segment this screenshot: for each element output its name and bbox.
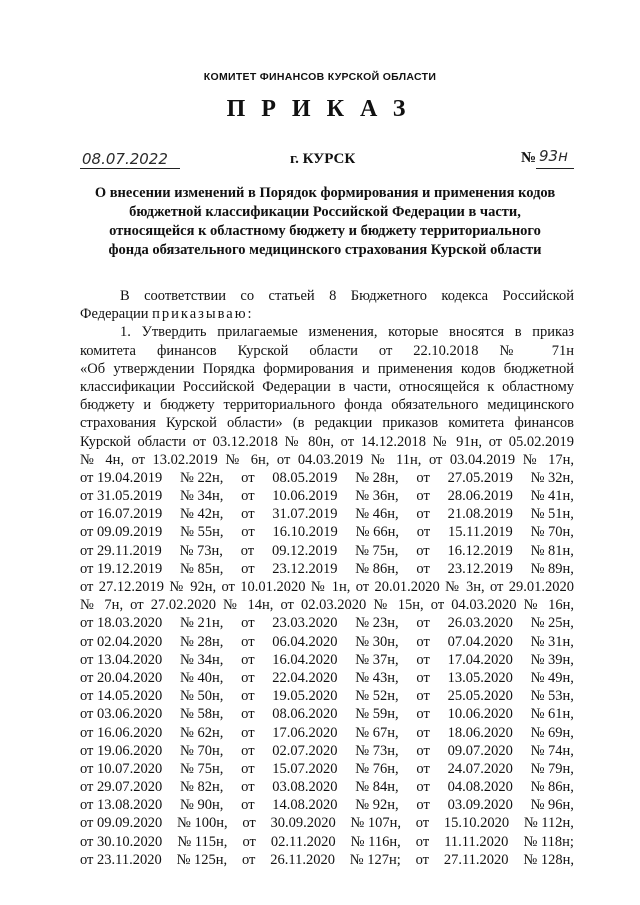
order-reference-row [80, 633, 574, 651]
order-reference-cell: № 90н, [180, 797, 224, 814]
order-reference-cell: от [241, 669, 255, 686]
order-reference-row [80, 833, 574, 851]
order-reference-cell: № 28н, [355, 469, 399, 486]
order-reference-cell: 17.06.2020 [272, 724, 338, 741]
order-reference-cell: № 31н, [530, 633, 574, 650]
order-reference-cell: от [241, 633, 255, 650]
order-reference-cell: 03.08.2020 [272, 779, 338, 796]
order-reference-cell: № 81н, [530, 542, 574, 559]
order-reference-cell: от [416, 669, 430, 686]
order-reference-cell: 15.10.2020 [443, 815, 510, 832]
order-reference-cell: № 70н, [180, 742, 224, 759]
order-reference-cell: № 55н, [180, 524, 224, 541]
order-reference-cell: от 23.11.2020 [80, 851, 162, 868]
body-text: Федерации [80, 306, 149, 323]
order-reference-cell: от [242, 815, 256, 832]
order-reference-cell: 25.05.2020 [447, 688, 513, 705]
order-reference-cell: 23.03.2020 [272, 615, 338, 632]
order-reference-row [80, 724, 574, 742]
order-reference-cell: от [241, 760, 255, 777]
order-reference-cell: от [242, 833, 256, 850]
subject-line: фонда обязательного медицинского страхования Курской области [108, 242, 542, 258]
order-reference-cell: № 34н, [180, 488, 224, 505]
order-reference-cell: от [416, 506, 430, 523]
order-reference-cell: от [416, 779, 430, 796]
order-reference-cell: № 70н, [530, 524, 574, 541]
order-reference-cell: от 29.07.2020 [80, 779, 163, 796]
order-reference-cell: от [241, 615, 255, 632]
body-line: бюджету и бюджету территориального фонда обязательного медицинского [80, 397, 574, 414]
document-title: ПРИКАЗ [226, 96, 422, 122]
order-reference-cell: от 18.03.2020 [80, 615, 163, 632]
order-reference-cell: № 75н, [180, 760, 224, 777]
order-reference-cell: 02.07.2020 [272, 742, 338, 759]
order-reference-cell: от [416, 524, 431, 541]
order-reference-row [80, 542, 574, 560]
order-reference-cell: от [240, 542, 255, 559]
order-reference-cell: 09.12.2019 [271, 542, 338, 559]
order-reference-cell: № 41н, [530, 488, 574, 505]
order-reference-row [80, 469, 574, 487]
date-underline [80, 168, 180, 169]
order-reference-cell: № 116н, [350, 833, 401, 850]
order-reference-cell: 28.06.2019 [447, 488, 513, 505]
order-reference-cell: 18.06.2020 [447, 724, 513, 741]
order-reference-cell: № 28н, [180, 633, 224, 650]
order-reference-cell: от 30.10.2020 [80, 833, 163, 850]
order-reference-row [80, 523, 574, 541]
order-reference-cell: от 02.04.2020 [80, 633, 163, 650]
order-reference-cell: 16.12.2019 [447, 542, 513, 559]
order-reference-cell: от [416, 488, 430, 505]
order-reference-cell: № 127н; [349, 851, 401, 868]
order-reference-cell: 16.10.2019 [272, 524, 338, 541]
order-reference-cell: от 09.09.2020 [80, 815, 163, 832]
order-reference-cell: 23.12.2019 [272, 560, 338, 577]
order-reference-cell: № 32н, [530, 469, 574, 486]
order-reference-cell: № 89н, [530, 560, 574, 577]
order-reference-cell: 02.11.2020 [270, 833, 336, 850]
subject-line: О внесении изменений в Порядок формирования и применения кодов [94, 185, 556, 201]
body-line: № 4н, от 13.02.2019 № 6н, от 04.03.2019 № 11н, от 03.04.2019 № 17н, [80, 451, 574, 468]
order-directive: приказываю: [152, 306, 254, 323]
number-label: № [521, 150, 537, 166]
body-line: страхования Курской области» (в редакции приказов комитета финансов [80, 415, 574, 432]
body-line: № 7н, от 27.02.2020 № 14н, от 02.03.2020 № 15н, от 04.03.2020 № 16н, [80, 597, 574, 614]
order-reference-cell: 10.06.2019 [272, 488, 338, 505]
order-reference-cell: 13.05.2020 [447, 669, 513, 686]
body-line [80, 305, 574, 323]
order-reference-cell: 27.05.2019 [447, 469, 513, 486]
body-line: «Об утверждении Порядка формирования и применения кодов бюджетной [80, 360, 574, 377]
handwritten-number: 93н [539, 147, 568, 165]
order-reference-cell: № 69н, [530, 724, 574, 741]
order-reference-cell: № 73н, [355, 742, 399, 759]
order-reference-cell: от 14.05.2020 [80, 688, 163, 705]
number-underline [536, 168, 574, 169]
order-reference-cell: от [416, 797, 430, 814]
order-reference-cell: № 59н, [355, 706, 399, 723]
order-reference-cell: 17.04.2020 [447, 651, 513, 668]
order-reference-row [80, 560, 574, 578]
body-line: классификации Российской Федерации в части, относящейся к областному [80, 378, 574, 395]
order-reference-cell: № 67н, [355, 724, 399, 741]
order-reference-cell: 10.06.2020 [447, 706, 513, 723]
order-reference-cell: № 50н, [180, 688, 224, 705]
order-reference-cell: 19.05.2020 [272, 688, 338, 705]
order-reference-cell: 09.07.2020 [447, 742, 513, 759]
order-reference-cell: 03.09.2020 [447, 797, 513, 814]
order-body [80, 287, 574, 869]
order-reference-cell: от [241, 651, 255, 668]
order-reference-cell: № 79н, [530, 760, 574, 777]
order-reference-cell: 11.11.2020 [444, 833, 509, 850]
order-reference-cell: от [241, 688, 255, 705]
order-reference-cell: № 40н, [180, 669, 224, 686]
order-reference-cell: № 125н, [176, 851, 228, 868]
order-reference-cell: от 19.06.2020 [80, 742, 163, 759]
paragraph-1 [80, 323, 574, 469]
order-reference-cell: № 36н, [355, 488, 399, 505]
order-reference-row [80, 796, 574, 814]
order-reference-cell: от 03.06.2020 [80, 706, 163, 723]
order-reference-cell: № 112н, [523, 815, 574, 832]
order-reference-cell: № 51н, [530, 506, 574, 523]
order-reference-cell: от 13.08.2020 [80, 797, 163, 814]
order-reference-cell: от [415, 815, 430, 832]
order-reference-cell: от 31.05.2019 [80, 488, 163, 505]
order-reference-cell: от [416, 469, 430, 486]
order-reference-cell: № 39н, [530, 651, 574, 668]
order-reference-cell: от 13.04.2020 [80, 651, 163, 668]
order-reference-cell: 04.08.2020 [447, 779, 513, 796]
order-reference-cell: от [241, 706, 255, 723]
order-reference-cell: № 96н, [530, 797, 574, 814]
orders-list-transition [80, 578, 574, 614]
order-reference-cell: от 09.09.2019 [80, 524, 163, 541]
order-reference-row [80, 742, 574, 760]
order-reference-cell: 16.04.2020 [272, 651, 338, 668]
order-reference-cell: 22.04.2020 [272, 669, 338, 686]
order-reference-row [80, 651, 574, 669]
order-reference-cell: 15.11.2019 [448, 524, 513, 541]
order-reference-cell: от [241, 524, 255, 541]
order-reference-cell: от [416, 651, 430, 668]
order-reference-row [80, 851, 574, 869]
order-reference-cell: № 115н, [177, 833, 228, 850]
order-reference-cell: от [241, 742, 255, 759]
order-reference-cell: № 118н; [523, 833, 574, 850]
order-reference-cell: от [416, 633, 430, 650]
order-reference-cell: от 20.04.2020 [80, 669, 163, 686]
order-reference-cell: от [241, 724, 255, 741]
order-reference-cell: 31.07.2019 [272, 506, 338, 523]
order-reference-cell: № 61н, [530, 706, 574, 723]
order-reference-cell: № 82н, [180, 779, 224, 796]
order-reference-cell: от [415, 833, 430, 850]
order-reference-cell: № 42н, [180, 506, 224, 523]
order-reference-cell: № 58н, [180, 706, 224, 723]
order-reference-cell: № 52н, [355, 688, 399, 705]
order-reference-cell: № 84н, [355, 779, 399, 796]
order-reference-cell: № 100н, [177, 815, 228, 832]
order-reference-cell: от [415, 851, 430, 868]
order-reference-cell: 26.03.2020 [447, 615, 513, 632]
order-reference-cell: от [241, 506, 255, 523]
order-reference-cell: № 30н, [355, 633, 399, 650]
order-reference-cell: № 86н, [530, 779, 574, 796]
body-line: от 27.12.2019 № 92н, от 10.01.2020 № 1н, от 20.01.2020 № 3н, от 29.01.2020 [80, 579, 574, 595]
city: г. КУРСК [290, 151, 356, 167]
order-reference-cell: 30.09.2020 [270, 815, 336, 832]
organization-name: КОМИТЕТ ФИНАНСОВ КУРСКОЙ ОБЛАСТИ [203, 71, 437, 83]
order-reference-cell: № 128н, [523, 851, 574, 868]
order-reference-cell: от [416, 742, 430, 759]
order-reference-cell: № 86н, [355, 560, 399, 577]
order-reference-cell: № 76н, [355, 760, 399, 777]
order-reference-cell: от [416, 760, 430, 777]
order-reference-cell: 06.04.2020 [272, 633, 338, 650]
handwritten-date: 08.07.2022 [82, 150, 168, 168]
order-reference-cell: от [241, 560, 255, 577]
order-reference-cell: от [242, 851, 256, 868]
subject-line: бюджетной классификации Российской Федерации в части, [129, 204, 521, 220]
body-line: комитета финансов Курской области от 22.10.2018 № 71н [80, 342, 574, 359]
order-reference-cell: 08.06.2020 [272, 706, 338, 723]
order-reference-cell: от 29.11.2019 [80, 542, 162, 559]
order-reference-cell: 27.11.2020 [443, 851, 509, 868]
subject-line: относящейся к областному бюджету и бюджету территориального [109, 223, 541, 239]
order-reference-cell: от [416, 688, 430, 705]
order-reference-cell: № 75н, [355, 542, 399, 559]
order-reference-cell: № 34н, [180, 651, 224, 668]
order-reference-cell: от 19.04.2019 [80, 469, 163, 486]
order-reference-cell: № 22н, [180, 469, 224, 486]
order-reference-row [80, 614, 574, 632]
order-reference-cell: 07.04.2020 [447, 633, 513, 650]
order-reference-cell: № 73н, [179, 542, 223, 559]
order-subject [60, 184, 590, 260]
order-reference-cell: 21.08.2019 [447, 506, 513, 523]
order-reference-cell: от [241, 797, 255, 814]
order-reference-cell: № 49н, [530, 669, 574, 686]
order-reference-cell: от 16.06.2020 [80, 724, 163, 741]
order-reference-cell: от [416, 615, 430, 632]
order-reference-cell: от 16.07.2019 [80, 506, 163, 523]
order-reference-cell: от 10.07.2020 [80, 760, 163, 777]
body-line: Курской области от 03.12.2018 № 80н, от 14.12.2018 № 91н, от 05.02.2019 [80, 433, 574, 450]
order-reference-cell: от [416, 724, 430, 741]
order-reference-cell: № 66н, [355, 524, 399, 541]
order-reference-cell: № 43н, [355, 669, 399, 686]
order-reference-cell: № 46н, [355, 506, 399, 523]
order-reference-cell: 08.05.2019 [272, 469, 338, 486]
order-reference-row [80, 760, 574, 778]
order-reference-cell: 14.08.2020 [272, 797, 338, 814]
order-reference-cell: 24.07.2020 [447, 760, 513, 777]
order-reference-cell: от [241, 779, 255, 796]
order-reference-cell: 15.07.2020 [272, 760, 338, 777]
order-reference-cell: от [416, 560, 430, 577]
order-reference-row [80, 487, 574, 505]
order-reference-cell: № 92н, [355, 797, 399, 814]
order-reference-cell: № 25н, [530, 615, 574, 632]
order-reference-cell: № 53н, [530, 688, 574, 705]
order-reference-row [80, 505, 574, 523]
order-reference-cell: № 37н, [355, 651, 399, 668]
order-reference-row [80, 814, 574, 832]
order-reference-row [80, 669, 574, 687]
order-reference-cell: № 107н, [350, 815, 402, 832]
body-line: В соответствии со статьей 8 Бюджетного кодекса Российской [120, 288, 574, 304]
order-reference-row [80, 778, 574, 796]
order-reference-cell: № 21н, [180, 615, 224, 632]
order-reference-cell: № 74н, [530, 742, 574, 759]
order-reference-row [80, 705, 574, 723]
order-reference-row [80, 687, 574, 705]
order-reference-cell: 23.12.2019 [447, 560, 513, 577]
order-reference-cell: от [416, 542, 430, 559]
order-reference-cell: № 85н, [180, 560, 224, 577]
orders-list-2019 [80, 469, 574, 578]
orders-list-2020 [80, 614, 574, 869]
order-reference-cell: от [241, 469, 255, 486]
body-line: 1. Утвердить прилагаемые изменения, которые вносятся в приказ [120, 324, 574, 341]
order-reference-cell: от 19.12.2019 [80, 560, 163, 577]
order-reference-cell: 26.11.2020 [270, 851, 335, 868]
order-reference-cell: № 62н, [180, 724, 224, 741]
order-reference-cell: от [241, 488, 255, 505]
order-reference-cell: № 23н, [355, 615, 399, 632]
order-reference-cell: от [416, 706, 430, 723]
